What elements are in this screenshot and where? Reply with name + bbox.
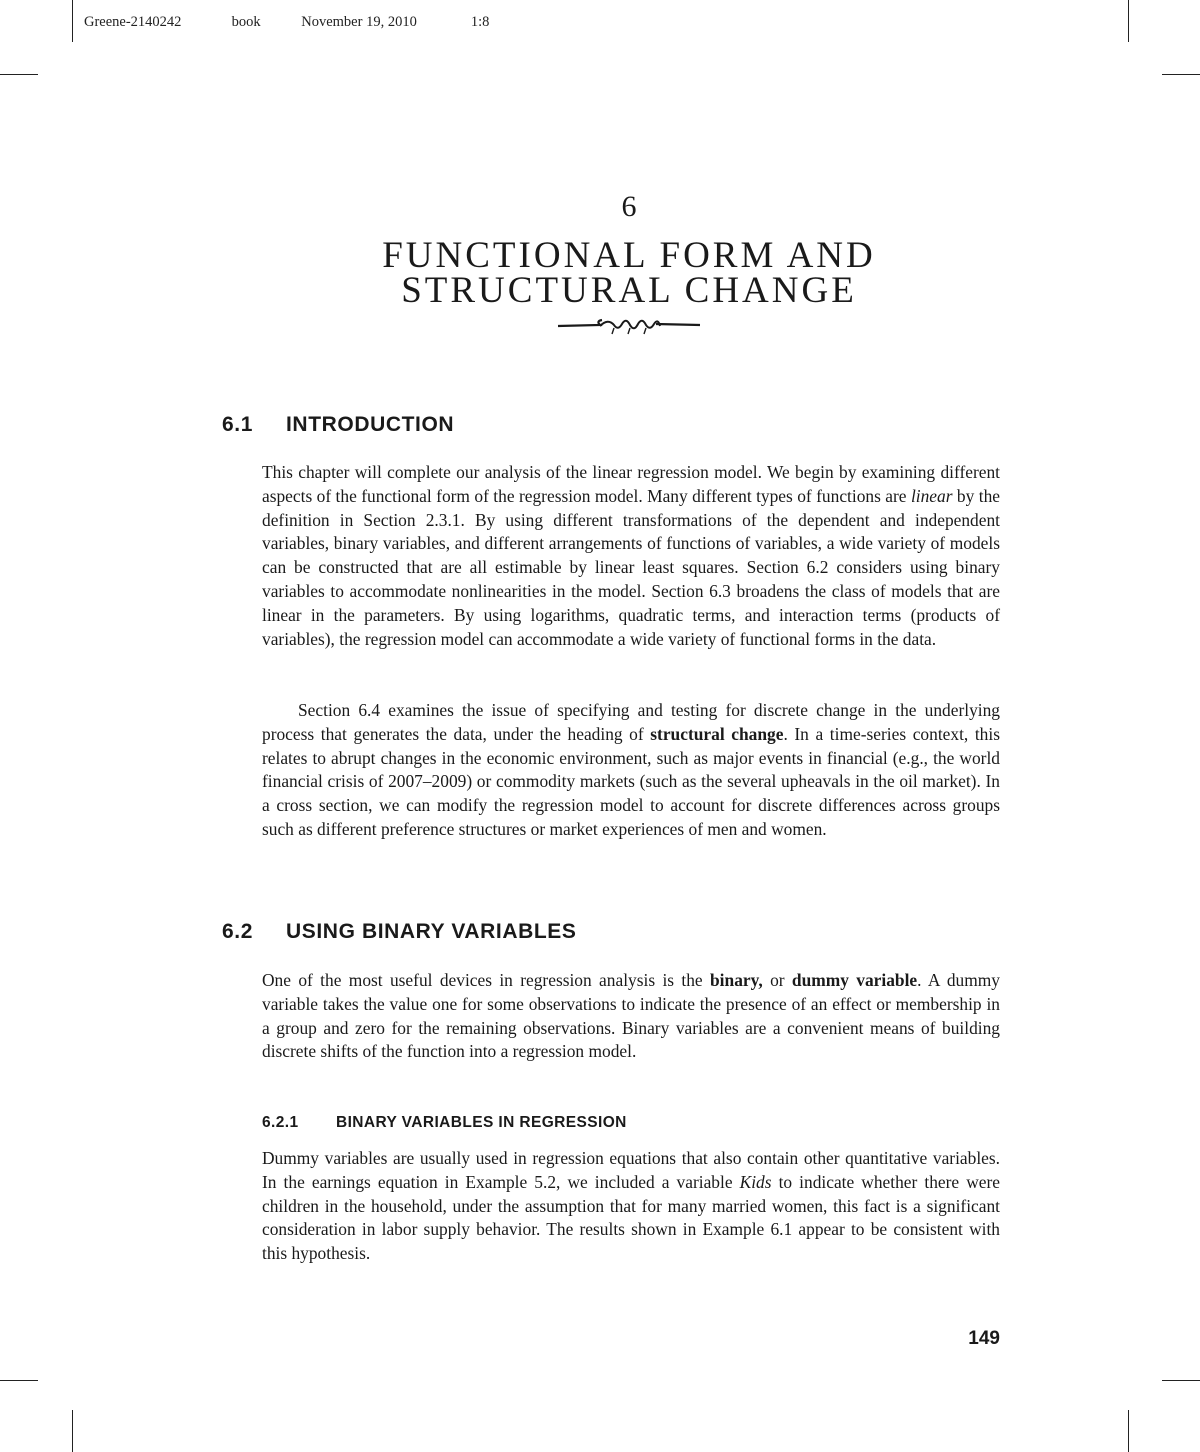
crop-mark-top-right (1128, 0, 1129, 42)
chapter-number: 6 (621, 190, 637, 223)
running-head-id: Greene-2140242 (84, 14, 182, 30)
running-head-type: book (231, 14, 261, 30)
section-number: 6.1 (222, 413, 253, 436)
section-title: INTRODUCTION (286, 413, 455, 436)
section-number: 6.2 (222, 920, 253, 943)
chapter-title (0, 235, 1200, 311)
chapter-title-line-2: STRUCTURAL CHANGE (401, 270, 857, 311)
crop-mark-left-lower (0, 1380, 38, 1381)
term-dummy-variable: dummy variable (791, 970, 918, 990)
section-heading-6-2 (222, 920, 577, 944)
paragraph-6-2-1: One of the most useful devices in regression analysis is the binary, or dummy variable. A dummy variable takes the value one for some observations to indicate the presence of an effect or membership in a group and zero for the remaining observations. Binary variables are a convenient means of building discrete shifts of the function into a regression model. (262, 970, 1001, 1062)
running-head (84, 14, 489, 31)
section-heading-6-1 (222, 413, 454, 437)
chapter-ornament-icon (556, 312, 702, 338)
paragraph-6-1-1: This chapter will complete our analysis of the linear regression model. We begin by examining different aspects of the functional form of the regression model. Many different types of functions are linear by the definition in Section 2.3.1. By using different transformations of the dependent and independent variables, binary variables, and different arrangements of functions of variables, a wide variety of models can be constructed that are all estimable by linear least squares. Section 6.2 considers using binary variables to accommodate nonlinearities in the model. Section 6.3 broadens the class of models that are linear in the parameters. By using logarithms, quadratic terms, and interaction terms (products of variables), the regression model can accommodate a wide variety of functional forms in the data. (262, 462, 1000, 649)
subsection-heading-6-2-1 (262, 1114, 627, 1132)
page-number: 149 (968, 1328, 1000, 1349)
crop-mark-right-lower (1162, 1380, 1200, 1381)
term-structural-change: structural change (650, 723, 784, 744)
paragraph-6-2-1-1: Dummy variables are usually used in regression equations that also contain other quantitative variables. In the earnings equation in Example 5.2, we included a variable Kids to indicate whether there were children in the household, under the assumption that for many married women, this fact is a significant consideration in labor supply behavior. The results shown in Example 6.1 appear to be consistent with this hypothesis. (262, 1148, 1000, 1264)
running-head-date: November 19, 2010 (301, 14, 417, 30)
crop-mark-bottom-right (1128, 1410, 1129, 1452)
crop-mark-top-left (72, 0, 73, 42)
subsection-number: 6.2.1 (262, 1114, 299, 1131)
term-binary: binary, (710, 970, 763, 990)
section-title: USING BINARY VARIABLES (286, 920, 577, 943)
chapter-title-line-1: FUNCTIONAL FORM AND (382, 235, 876, 276)
running-head-time: 1:8 (470, 14, 490, 30)
emphasis-kids: Kids (739, 1171, 772, 1192)
paragraph-6-1-2: Section 6.4 examines the issue of specifying and testing for discrete change in the underlying process that generates the data, under the heading of structural change. In a time-series context, this relates to abrupt changes in the economic environment, such as major events in financial (e.g., the world financial crisis of 2007–2009) or commodity markets (such as the several upheavals in the oil market). In a cross section, we can modify the regression model to account for discrete differences across groups such as different preference structures or market experiences of men and women. (262, 700, 1000, 839)
crop-mark-right-upper (1162, 74, 1200, 75)
emphasis-linear: linear (910, 485, 953, 506)
subsection-title: BINARY VARIABLES IN REGRESSION (336, 1114, 627, 1131)
crop-mark-left-upper (0, 74, 38, 75)
crop-mark-bottom-left (72, 1410, 73, 1452)
